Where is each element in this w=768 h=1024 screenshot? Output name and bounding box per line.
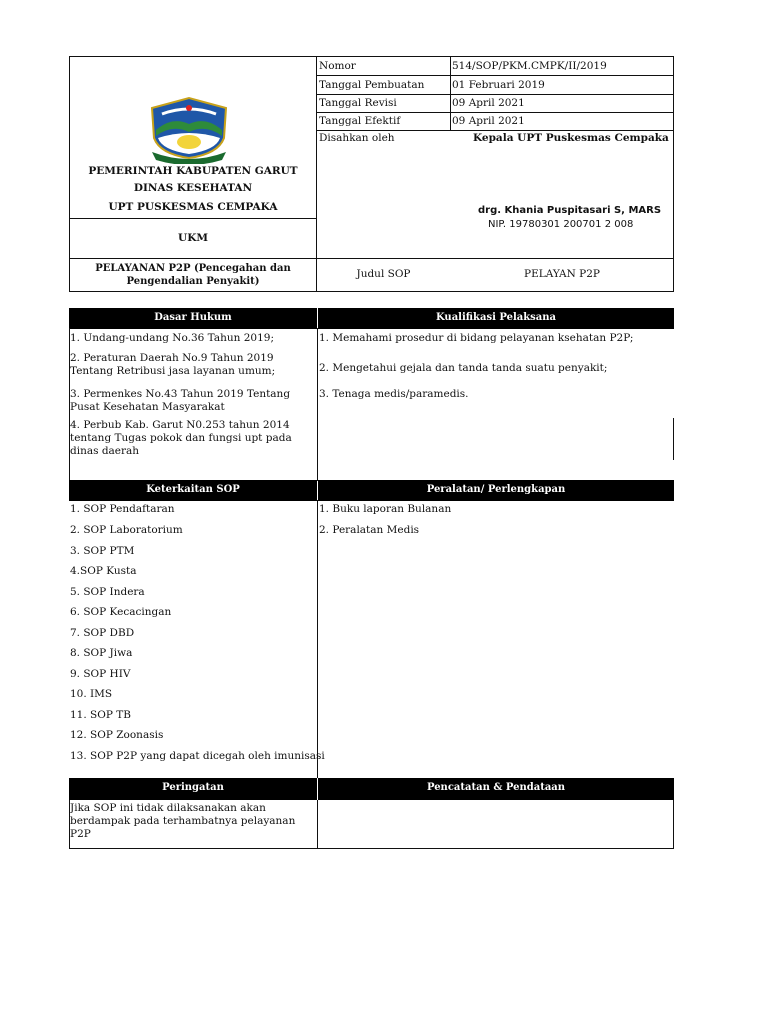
approved-label: Disahkan oleh xyxy=(319,132,395,144)
dasar-hukum-item-3: 3. Permenkes No.43 Tahun 2019 Tentang Pusat Kesehatan Masyarakat xyxy=(70,388,291,413)
kualifikasi-item-1: 1. Memahami prosedur di bidang pelayanan ksehatan P2P; xyxy=(319,332,634,344)
peringatan-header: Peringatan xyxy=(69,778,317,800)
peralatan-item-1: 1. Buku laporan Bulanan xyxy=(319,503,452,515)
pencatatan-header: Pencatatan & Pendataan xyxy=(318,778,674,800)
meta-label-tanggal-revisi: Tanggal Revisi xyxy=(319,97,397,109)
dasar-hukum-item-1: 1. Undang-undang No.36 Tahun 2019; xyxy=(70,332,275,344)
peralatan-header: Peralatan/ Perlengkapan xyxy=(318,480,674,501)
org-name-line2: DINAS KESEHATAN xyxy=(133,182,253,194)
keterkaitan-item-2: 2. SOP Laboratorium xyxy=(70,524,183,536)
shield-emblem-icon xyxy=(148,94,230,164)
peralatan-item-2: 2. Peralatan Medis xyxy=(319,524,420,536)
keterkaitan-item-4: 4.SOP Kusta xyxy=(70,565,137,577)
keterkaitan-item-3: 3. SOP PTM xyxy=(70,545,135,557)
keterkaitan-item-6: 6. SOP Kecacingan xyxy=(70,606,172,618)
keterkaitan-item-13: 13. SOP P2P yang dapat dicegah oleh imunisasi xyxy=(70,750,325,762)
unit-label: UKM xyxy=(178,232,208,244)
dasar-hukum-header: Dasar Hukum xyxy=(69,308,317,329)
program-title: PELAYANAN P2P (Pencegahan dan Pengendalian Penyakit) xyxy=(95,263,291,287)
org-name-line1: PEMERINTAH KABUPATEN GARUT xyxy=(88,165,298,177)
approver-nip: NIP. 19780301 200701 2 008 xyxy=(488,219,634,230)
meta-value-tanggal-pembuatan: 01 Februari 2019 xyxy=(452,79,545,91)
meta-value-tanggal-revisi: 09 April 2021 xyxy=(452,97,525,109)
dasar-hukum-item-2: 2. Peraturan Daerah No.9 Tahun 2019 Tentang Retribusi jasa layanan umum; xyxy=(70,352,276,377)
keterkaitan-item-1: 1. SOP Pendaftaran xyxy=(70,503,175,515)
org-name-line3: UPT PUSKESMAS CEMPAKA xyxy=(108,201,278,213)
sop-title-label: Judul SOP xyxy=(356,268,411,280)
meta-label-nomor: Nomor xyxy=(319,60,356,72)
meta-label-tanggal-pembuatan: Tanggal Pembuatan xyxy=(319,79,425,91)
kualifikasi-item-2: 2. Mengetahui gejala dan tanda tanda suatu penyakit; xyxy=(319,362,608,374)
dasar-hukum-item-4: 4. Perbub Kab. Garut N0.253 tahun 2014 tentang Tugas pokok dan fungsi upt pada dinas daerah xyxy=(70,419,292,457)
kualifikasi-item-3: 3. Tenaga medis/paramedis. xyxy=(319,388,469,400)
keterkaitan-item-8: 8. SOP Jiwa xyxy=(70,647,133,659)
approver-name: drg. Khania Puspitasari S, MARS xyxy=(478,205,662,216)
keterkaitan-item-5: 5. SOP Indera xyxy=(70,586,145,598)
keterkaitan-item-7: 7. SOP DBD xyxy=(70,627,135,639)
meta-label-tanggal-efektif: Tanggal Efektif xyxy=(319,115,401,127)
keterkaitan-item-12: 12. SOP Zoonasis xyxy=(70,729,164,741)
keterkaitan-item-9: 9. SOP HIV xyxy=(70,668,131,680)
peringatan-text: Jika SOP ini tidak dilaksanakan akan berdampak pada terhambatnya pelayanan P2P xyxy=(70,802,296,840)
meta-value-tanggal-efektif: 09 April 2021 xyxy=(452,115,525,127)
sop-title-value: PELAYAN P2P xyxy=(524,268,600,280)
meta-value-nomor: 514/SOP/PKM.CMPK/II/2019 xyxy=(452,60,607,72)
kualifikasi-header: Kualifikasi Pelaksana xyxy=(318,308,674,329)
keterkaitan-sop-header: Keterkaitan SOP xyxy=(69,480,317,501)
approver-title: Kepala UPT Puskesmas Cempaka xyxy=(473,132,669,144)
keterkaitan-item-10: 10. IMS xyxy=(70,688,113,700)
garut-logo xyxy=(148,94,230,164)
keterkaitan-item-11: 11. SOP TB xyxy=(70,709,131,721)
